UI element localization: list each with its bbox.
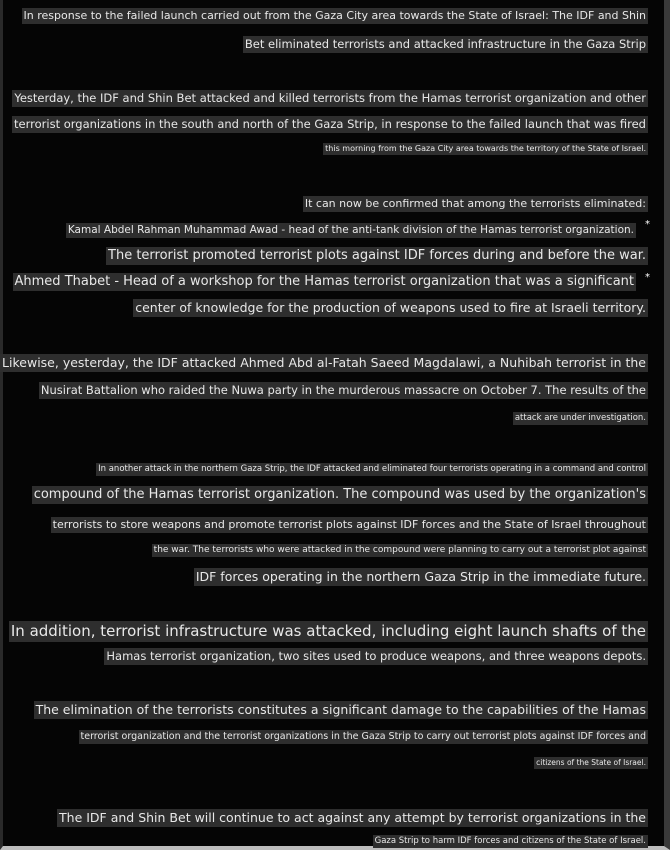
paragraph-line: In another attack in the northern Gaza Strip, the IDF attacked and eliminated four terrorists operating in a command and control — [98, 464, 646, 474]
paragraph-line: Gaza Strip to harm IDF forces and citizens of the State of Israel. — [374, 836, 646, 846]
paragraph-line: center of knowledge for the production of weapons used to fire at Israeli territory. — [135, 300, 646, 315]
paragraph-line: It can now be confirmed that among the terrorists eliminated: — [304, 197, 646, 210]
paragraph-line: Likewise, yesterday, the IDF attacked Ahmed Abd al-Fatah Saeed Magdalawi, a Nuhibah terrorist in the — [2, 355, 646, 370]
paragraph-line: Ahmed Thabet - Head of a workshop for the Hamas terrorist organization that was a significant — [14, 274, 634, 289]
paragraph-line: The terrorist promoted terrorist plots against IDF forces during and before the war. — [108, 248, 646, 263]
paragraph-line: Kamal Abdel Rahman Muhammad Awad - head of the anti-tank division of the Hamas terrorist organization. — [67, 224, 634, 236]
paragraph-line: The IDF and Shin Bet will continue to act against any attempt by terrorist organizations in the — [59, 810, 646, 825]
paragraph-line: this morning from the Gaza City area towards the territory of the State of Israel. — [325, 144, 646, 153]
paragraph-line: terrorists to store weapons and promote terrorist plots against IDF forces and the State of Israel throughout — [52, 518, 646, 531]
paragraph-line: citizens of the State of Israel. — [536, 758, 646, 767]
paragraph-line: terrorist organization and the terrorist organizations in the Gaza Strip to carry out terrorist plots against IDF forces and — [80, 731, 646, 742]
paragraph-line: Nusirat Battalion who raided the Nuwa party in the murderous massacre on October 7. The results of the — [40, 383, 646, 397]
bullet-marker: * — [645, 219, 650, 230]
paragraph-line: In addition, terrorist infrastructure was attacked, including eight launch shafts of the — [10, 622, 646, 640]
paragraph-line: the war. The terrorists who were attacked in the compound were planning to carry out a terrorist plot against — [153, 545, 646, 555]
bullet-marker: * — [645, 272, 650, 283]
paragraph-line: Bet eliminated terrorists and attacked infrastructure in the Gaza Strip — [244, 37, 646, 51]
paragraph-line: terrorist organizations in the south and north of the Gaza Strip, in response to the failed launch that was fired — [14, 117, 646, 131]
paragraph-line: The elimination of the terrorists constitutes a significant damage to the capabilities of the Hamas — [35, 702, 646, 717]
paragraph-line: IDF forces operating in the northern Gaza Strip in the immediate future. — [195, 569, 646, 584]
paragraph-line: attack are under investigation. — [514, 413, 646, 423]
paragraph-line: Yesterday, the IDF and Shin Bet attacked and killed terrorists from the Hamas terrorist organization and other — [14, 91, 646, 105]
paragraph-line: compound of the Hamas terrorist organization. The compound was used by the organization's — [33, 487, 646, 502]
paragraph-line: Hamas terrorist organization, two sites used to produce weapons, and three weapons depots. — [106, 649, 646, 663]
paragraph-line: In response to the failed launch carried out from the Gaza City area towards the State of Israel: The IDF and Shin — [23, 9, 646, 22]
